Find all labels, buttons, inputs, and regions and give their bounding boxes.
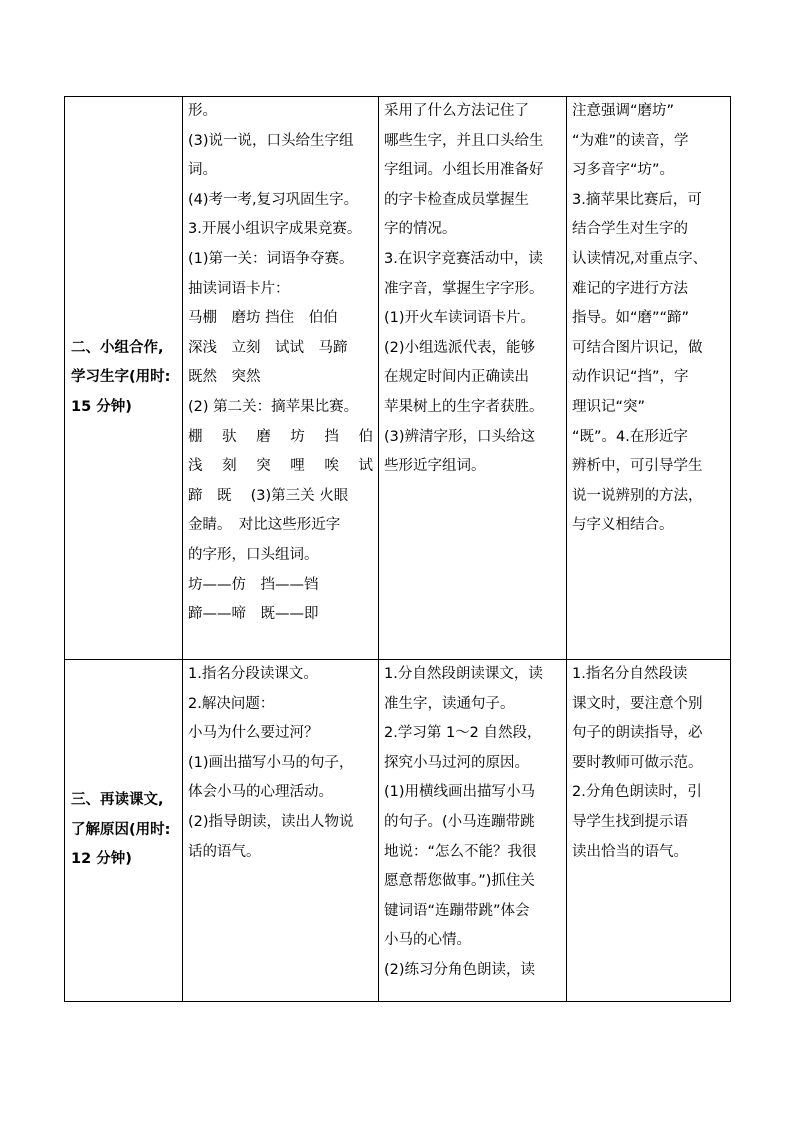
text-line: 指导。如“磨”“蹄”: [572, 310, 690, 327]
text-line: 抽读词语卡片：: [188, 280, 290, 297]
text-line: 辨析中，可引导学生: [572, 458, 703, 475]
text-line: (2) 第二关：摘苹果比赛。: [188, 398, 359, 415]
text-line: 3.在识字竞赛活动中，读: [384, 250, 543, 267]
text-line: 体会小马的心理活动。: [188, 784, 333, 801]
text-line: 准生字，读通句子。: [384, 695, 515, 712]
text-line: 探究小马过河的原因。: [384, 754, 529, 771]
text-line: 1.指名分自然段读: [572, 666, 688, 682]
text-line: 与字义相结合。: [572, 517, 674, 534]
text-line: 棚 驮 磨 坊 挡 伯: [188, 428, 373, 445]
text-line: 采用了什么方法记住了: [384, 103, 529, 119]
text-line: (2)指导朗读，读出人物说: [188, 813, 354, 830]
text-line: 马棚 磨坊 挡住 伯伯: [188, 310, 338, 327]
text-line: 的字卡检查成员掌握生: [384, 191, 529, 208]
text-line: 字的情况。: [384, 221, 457, 238]
text-line: (1)画出描写小马的句子，: [188, 754, 354, 771]
stage-line: 12 分钟): [71, 851, 132, 868]
table-row: [65, 97, 731, 660]
stage-line: 二、小组合作,: [71, 339, 164, 356]
text-line: 1.分自然段朗读课文，读: [384, 666, 543, 682]
text-line: 金睛。 对比这些形近字: [188, 517, 341, 534]
text-line: 深浅 立刻 试试 马蹄: [188, 339, 348, 356]
stage-line: 15 分钟): [71, 398, 132, 415]
text-line: 要时教师可做示范。: [572, 754, 703, 771]
text-line: 1.指名分段读课文。: [188, 666, 318, 682]
text-line: 词。: [188, 162, 217, 179]
text-line: 地说：“怎么不能？我很: [384, 843, 537, 860]
teacher-activity-cell: [183, 660, 379, 1002]
student-activity-cell: [379, 97, 567, 660]
text-line: 3.开展小组识字成果竞赛。: [188, 221, 362, 238]
text-line: 蹄——啼 既——即: [188, 606, 319, 623]
student-activity-cell: [379, 660, 567, 1002]
design-notes-cell: [567, 660, 731, 1002]
text-line: 3.摘苹果比赛后，可: [572, 191, 702, 208]
text-line: 的句子。(小马连蹦带跳: [384, 813, 535, 830]
text-line: 2.解决问题：: [188, 695, 275, 712]
text-line: (1)第一关：词语争夺赛。: [188, 250, 354, 267]
text-line: 既然 突然: [188, 369, 261, 386]
text-line: 小马为什么要过河？: [188, 725, 319, 742]
text-line: 说一说辨别的方法，: [572, 487, 703, 504]
text-line: 在规定时间内正确读出: [384, 369, 529, 386]
text-line: (2)练习分角色朗读，读: [384, 961, 536, 978]
stage-line: 了解原因(用时:: [71, 821, 171, 838]
text-line: 愿意帮您做事。”)抓住关: [384, 873, 535, 890]
text-line: 字组词。小组长用准备好: [384, 162, 544, 179]
text-line: 注意强调“磨坊”: [572, 103, 675, 119]
text-line: 小马的心情。: [384, 932, 471, 949]
stage-line: 学习生字(用时:: [71, 369, 171, 386]
text-line: 可结合图片识记，做: [572, 339, 703, 356]
text-line: 蹄 既 (3)第三关 火眼: [188, 487, 349, 504]
stage-line: 三、再读课文,: [71, 792, 164, 809]
text-line: 苹果树上的生字者获胜。: [384, 398, 544, 415]
text-line: (1)用横线画出描写小马: [384, 784, 536, 801]
text-line: 难记的字进行方法: [572, 280, 688, 297]
text-line: (3)说一说，口头给生字组: [188, 132, 354, 149]
text-line: (2)小组选派代表，能够: [384, 339, 536, 356]
stage-cell: [65, 660, 183, 1002]
text-line: “为难”的读音，学: [572, 132, 689, 149]
text-line: 键词语“连蹦带跳”体会: [384, 902, 530, 919]
text-line: 坊——仿 挡——铛: [188, 576, 319, 593]
text-line: 哪些生字，并且口头给生: [384, 132, 544, 149]
text-line: 准字音，掌握生字字形。: [384, 280, 544, 297]
text-line: 浅 刻 突 哩 唉 试: [188, 458, 373, 475]
text-line: 习多音字“坊”。: [572, 162, 675, 179]
stage-cell: [65, 97, 183, 660]
text-line: 理识记“突”: [572, 398, 646, 415]
text-line: 些形近字组词。: [384, 458, 486, 475]
text-line: 认读情况,对重点字、: [572, 250, 708, 267]
text-line: 2.学习第 1～2 自然段，: [384, 725, 542, 742]
text-line: 读出恰当的语气。: [572, 843, 688, 860]
text-line: (3)辨清字形，口头给这: [384, 428, 536, 445]
text-line: 课文时，要注意个别: [572, 695, 703, 712]
table-row: [65, 660, 731, 1002]
text-line: 形。: [188, 103, 217, 119]
lesson-plan-table: [64, 96, 731, 1002]
text-line: 句子的朗读指导，必: [572, 725, 703, 742]
text-line: 结合学生对生字的: [572, 221, 688, 238]
text-line: 导学生找到提示语: [572, 813, 688, 830]
text-line: (4)考一考,复习巩固生字。: [188, 191, 359, 208]
teacher-activity-cell: [183, 97, 379, 660]
text-line: “既”。4.在形近字: [572, 428, 688, 445]
text-line: 2.分角色朗读时，引: [572, 784, 702, 801]
text-line: 话的语气。: [188, 843, 261, 860]
text-line: 动作识记“挡”，字: [572, 369, 689, 386]
design-notes-cell: [567, 97, 731, 660]
text-line: (1)开火车读词语卡片。: [384, 310, 536, 327]
text-line: 的字形，口头组词。: [188, 546, 319, 563]
